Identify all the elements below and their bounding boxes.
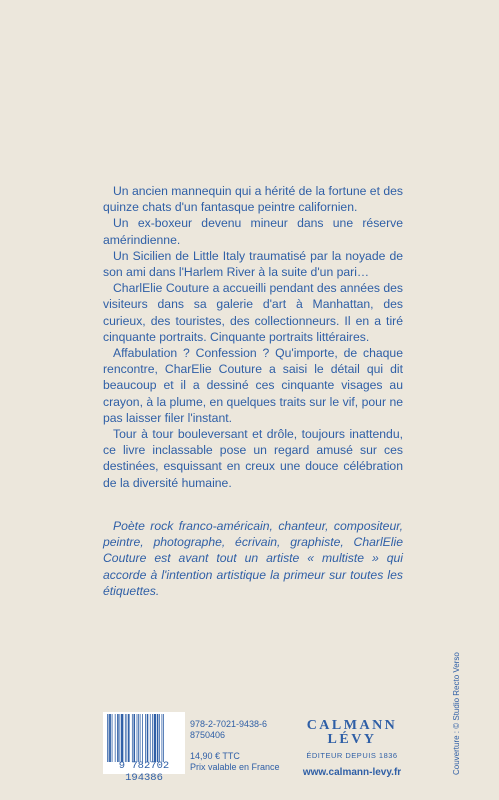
barcode-bar [109,714,111,762]
blurb-paragraph: Un Sicilien de Little Italy traumatisé par la noyade de son ami dans l'Harlem River à la suite d'un pari… [103,248,403,280]
barcode-bar [157,714,159,762]
barcode-bar [152,714,153,762]
barcode-bar [109,714,110,762]
barcode-bar [132,714,133,762]
price: 14,90 € TTC [190,751,240,761]
back-cover-blurb [103,183,403,491]
barcode-bar [137,714,138,762]
barcode-bar [138,714,139,762]
barcode-bar [133,714,135,762]
publisher-url: www.calmann-levy.fr [302,767,402,778]
barcode-bar [163,714,164,762]
barcode-bar [126,714,127,762]
barcode-bar [162,714,163,762]
blurb-paragraph: CharlElie Couture a accueilli pendant des années des visiteurs dans sa galerie d'art à Manhattan, des curieux, des touristes, des collectionneurs. Il en a tiré cinquante portraits. Cinquante portraits littéraires. [103,281,403,344]
blurb-paragraph: Un ancien mannequin qui a hérité de la fortune et des quinze chats d'un fantasque peintre californien. [103,184,403,215]
barcode-bar [154,714,156,762]
barcode-bar [147,714,149,762]
barcode-bar [159,714,160,762]
author-bio [103,518,403,599]
barcode-bar [107,714,108,762]
barcode-digits: 9 782702 194386 [118,760,170,784]
barcode-bar [128,714,130,762]
barcode-bar [117,714,119,762]
blurb-paragraph: Un ex-boxeur devenu mineur dans une réserve amérindienne. [103,216,403,247]
barcode-bar [112,714,113,762]
publisher-name-line1: CALMANN [306,718,398,733]
barcode-bar [150,714,151,762]
author-bio-text: Poète rock franco-américain, chanteur, compositeur, peintre, photographe, écrivain, graphiste, CharlElie Couture est avant tout un artiste « multiste » qui accorde à l'intention artistique la primeur sur toutes les étiquettes. [103,519,403,598]
barcode-bar [145,714,146,762]
publisher-name-line2: LÉVY [327,732,377,747]
publisher-block [298,719,406,778]
publisher-since: ÉDITEUR DEPUIS 1836 [306,751,398,760]
product-code: 8750406 [190,730,226,740]
blurb-paragraph: Affabulation ? Confession ? Qu'importe, de chaque rencontre, CharElie Couture a saisi le détail qui dit beaucoup et il a dessiné ces cinquante visages au crayon, à la plume, en quelques traits sur le vif, pour ne pas laisser filer l'instant. [103,346,403,425]
barcode-bar [115,714,116,762]
isbn-number: 978-2-7021-9438-6 [190,719,268,729]
price-note: Prix valable en France [190,762,280,772]
isbn-block [190,719,300,773]
barcode-bar [125,714,126,762]
barcode [103,712,185,784]
barcode-bar [121,714,123,762]
barcode-bar [140,714,141,762]
cover-credit: Couverture : © Studio Recto Verso [452,652,461,775]
barcode-bar [142,714,143,762]
barcode-bars [107,714,181,762]
blurb-paragraph: Tour à tour bouleversant et drôle, toujours inattendu, ce livre inclassable pose un regard amusé sur ces destinées, esquissant en creux une douce célébration de la diversité humaine. [103,427,403,490]
barcode-bar [119,714,120,762]
